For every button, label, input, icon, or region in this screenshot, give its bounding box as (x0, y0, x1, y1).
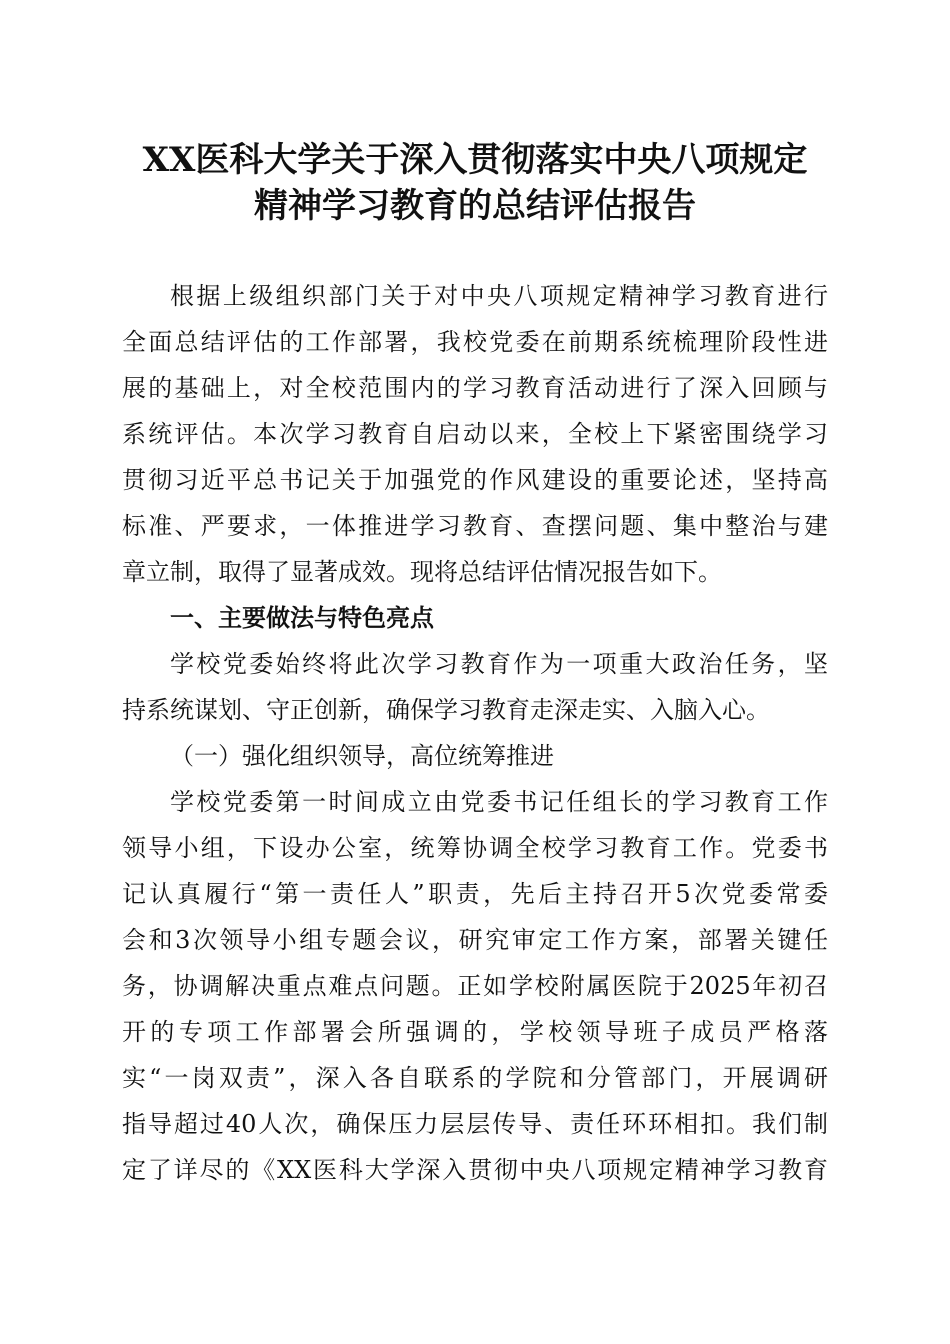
subsection-heading: （一）强化组织领导，高位统筹推进 (170, 742, 554, 770)
paragraph-line: 会和3次领导小组专题会议，研究审定工作方案，部署关键任 (122, 926, 828, 954)
section-heading: 一、主要做法与特色亮点 (170, 603, 434, 632)
paragraph-line: 指导超过40人次，确保压力层层传导、责任环环相扣。我们制 (122, 1110, 828, 1138)
paragraph-line: 展的基础上，对全校范围内的学习教育活动进行了深入回顾与 (122, 374, 828, 402)
paragraph-line: 全面总结评估的工作部署，我校党委在前期系统梳理阶段性进 (122, 328, 828, 356)
paragraph-line: 章立制，取得了显著成效。现将总结评估情况报告如下。 (122, 558, 722, 586)
paragraph-line: 开的专项工作部署会所强调的，学校领导班子成员严格落 (122, 1018, 828, 1046)
paragraph-line: 务，协调解决重点难点问题。正如学校附属医院于2025年初召 (122, 972, 828, 1000)
paragraph-line: 记认真履行“第一责任人”职责，先后主持召开5次党委常委 (122, 880, 828, 908)
paragraph-line: 领导小组，下设办公室，统筹协调全校学习教育工作。党委书 (122, 834, 828, 862)
paragraph-line: 贯彻习近平总书记关于加强党的作风建设的重要论述，坚持高 (122, 466, 828, 494)
paragraph-line: 标准、严要求，一体推进学习教育、查摆问题、集中整治与建 (122, 512, 828, 540)
paragraph-line: 实“一岗双责”，深入各自联系的学院和分管部门，开展调研 (122, 1064, 828, 1092)
paragraph-line: 系统评估。本次学习教育自启动以来，全校上下紧密围绕学习 (122, 420, 828, 448)
document-title-line-1: XX医科大学关于深入贯彻落实中央八项规定 (142, 140, 808, 180)
paragraph-line: 学校党委第一时间成立由党委书记任组长的学习教育工作 (170, 788, 828, 816)
paragraph-line: 定了详尽的《XX医科大学深入贯彻中央八项规定精神学习教育 (122, 1156, 828, 1184)
paragraph-line: 持系统谋划、守正创新，确保学习教育走深走实、入脑入心。 (122, 696, 770, 724)
paragraph-line: 学校党委始终将此次学习教育作为一项重大政治任务，坚 (170, 650, 828, 678)
paragraph-line: 根据上级组织部门关于对中央八项规定精神学习教育进行 (170, 282, 828, 310)
document-title-line-2: 精神学习教育的总结评估报告 (254, 186, 696, 226)
